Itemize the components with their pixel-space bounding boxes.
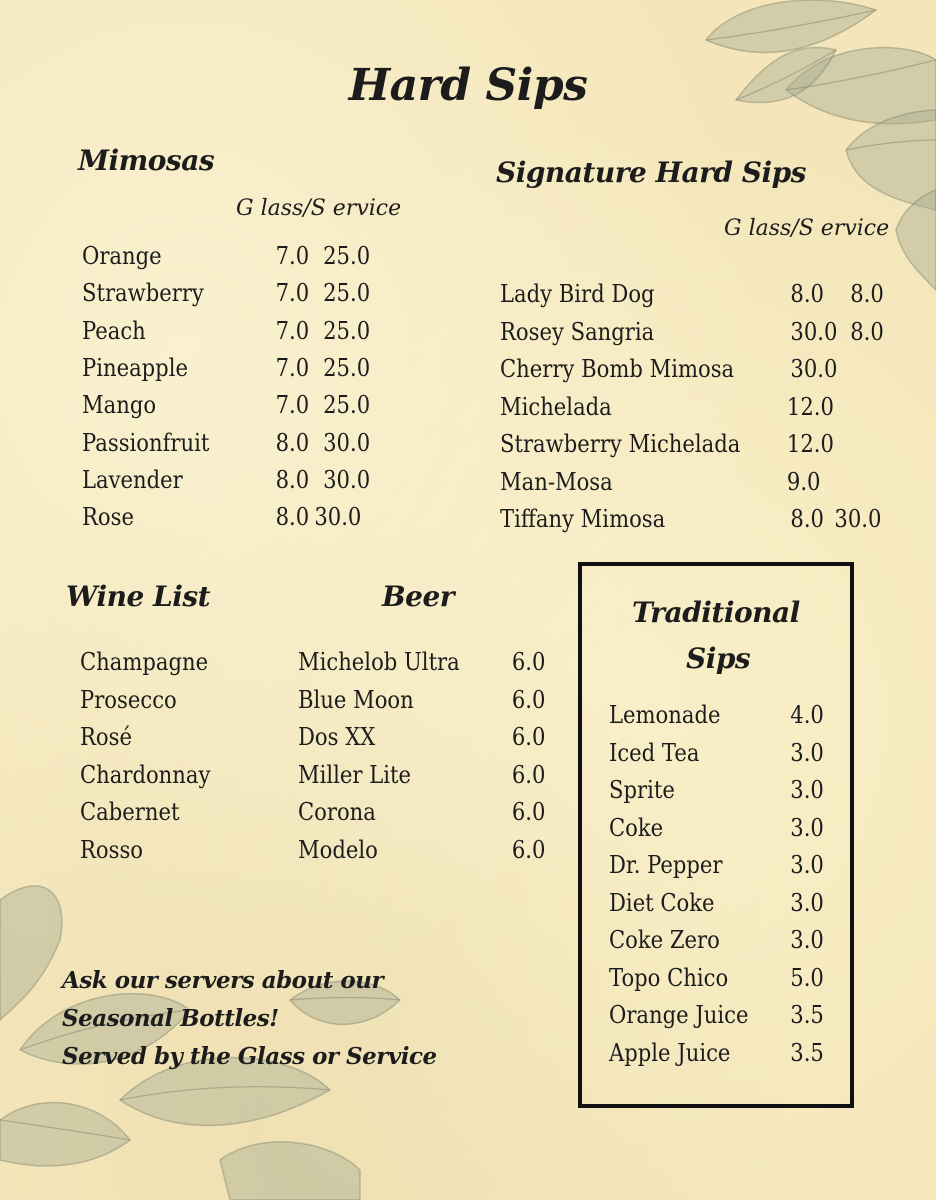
glass-price: 12.0 [786,430,834,458]
beer-price: 6.0 [511,723,546,751]
item-name: Orange [82,242,162,270]
item-name: Strawberry Michelada [500,430,741,458]
drink-price: 4.0 [790,701,824,729]
item-name: Cherry Bomb Mimosa [500,355,735,383]
drink-price: 3.0 [790,738,824,767]
leaf-decoration-top-right [536,0,936,300]
note-line-2: Seasonal Bottles! [62,1005,279,1032]
service-price: 30.0 [314,503,362,532]
item-name: Passionfruit [82,428,210,457]
beer-name: Dos XX [298,723,376,751]
beer-name: Miller Lite [298,760,411,789]
drink-name: Iced Tea [609,738,700,767]
service-price: 30.0 [323,428,371,457]
beer-price: 6.0 [511,798,546,826]
drink-name: Topo Chico [609,963,729,992]
item-name: Rose [82,503,134,532]
traditional-heading-line2: Sips [686,642,751,675]
beer-name: Modelo [298,835,378,864]
glass-price: 7.0 [275,353,310,382]
drink-price: 5.0 [790,963,824,992]
wine-name: Rosé [80,723,132,751]
glass-price: 30.0 [790,317,838,346]
beer-price: 6.0 [511,835,546,864]
signature-heading: Signature Hard Sips [496,156,806,189]
item-name: Peach [82,316,146,345]
service-price: 8.0 [850,280,884,308]
item-name: Mango [82,391,157,420]
beer-price: 6.0 [511,648,546,676]
drink-name: Orange Juice [609,1001,749,1029]
glass-price: 8.0 [275,503,310,532]
mimosas-heading: Mimosas [78,144,215,177]
service-price: 25.0 [323,391,371,420]
drink-name: Apple Juice [609,1038,731,1067]
beer-name: Blue Moon [298,685,414,714]
signature-price-header: G lass/S ervice [724,216,890,241]
beer-price: 6.0 [511,760,546,789]
glass-price: 7.0 [275,316,310,345]
drink-price: 3.0 [790,776,824,804]
mimosas-price-header: G lass/S ervice [236,196,402,221]
note-line-1: Ask our servers about our [62,967,384,994]
glass-price: 8.0 [275,465,310,494]
service-price: 30.0 [323,465,371,494]
drink-price: 3.0 [790,851,824,879]
glass-price: 7.0 [275,242,310,270]
beer-name: Corona [298,798,376,826]
drink-price: 3.5 [790,1038,824,1067]
drink-price: 3.0 [790,813,824,842]
item-name: Strawberry [82,279,204,308]
drink-name: Diet Coke [609,888,715,917]
service-price: 25.0 [323,242,371,270]
drink-price: 3.0 [790,888,824,917]
item-name: Michelada [500,392,612,421]
traditional-heading-line1: Traditional [632,596,800,629]
glass-price: 7.0 [275,391,310,420]
drink-name: Lemonade [609,701,721,729]
glass-price: 8.0 [275,428,310,457]
drink-name: Sprite [609,776,675,804]
item-name: Pineapple [82,353,188,382]
item-name: Man-Mosa [500,467,613,496]
wine-name: Rosso [80,835,144,864]
wine-name: Prosecco [80,685,177,714]
drink-name: Dr. Pepper [609,851,723,879]
wine-name: Cabernet [80,798,180,826]
beer-heading: Beer [382,580,455,613]
glass-price: 7.0 [275,279,310,308]
seasonal-note [62,962,437,1076]
glass-price: 30.0 [790,355,838,383]
drink-price: 3.0 [790,926,824,954]
menu-title: Hard Sips [348,60,588,111]
drink-name: Coke Zero [609,926,720,954]
wine-name: Chardonnay [80,760,211,789]
wine-heading: Wine List [66,580,211,613]
item-name: Tiffany Mimosa [500,505,666,533]
wine-name: Champagne [80,648,209,676]
note-line-3: Served by the Glass or Service [62,1043,437,1070]
service-price: 25.0 [323,279,371,308]
service-price: 25.0 [323,353,371,382]
glass-price: 8.0 [790,280,824,308]
service-price: 30.0 [834,505,882,533]
glass-price: 12.0 [786,392,834,421]
drink-price: 3.5 [790,1001,824,1029]
beer-name: Michelob Ultra [298,648,460,676]
drink-name: Coke [609,813,664,842]
item-name: Rosey Sangria [500,317,655,346]
item-name: Lavender [82,465,183,494]
item-name: Lady Bird Dog [500,280,655,308]
service-price: 8.0 [850,317,884,346]
glass-price: 8.0 [790,505,824,533]
glass-price: 9.0 [786,467,821,496]
service-price: 25.0 [323,316,371,345]
beer-price: 6.0 [511,685,546,714]
